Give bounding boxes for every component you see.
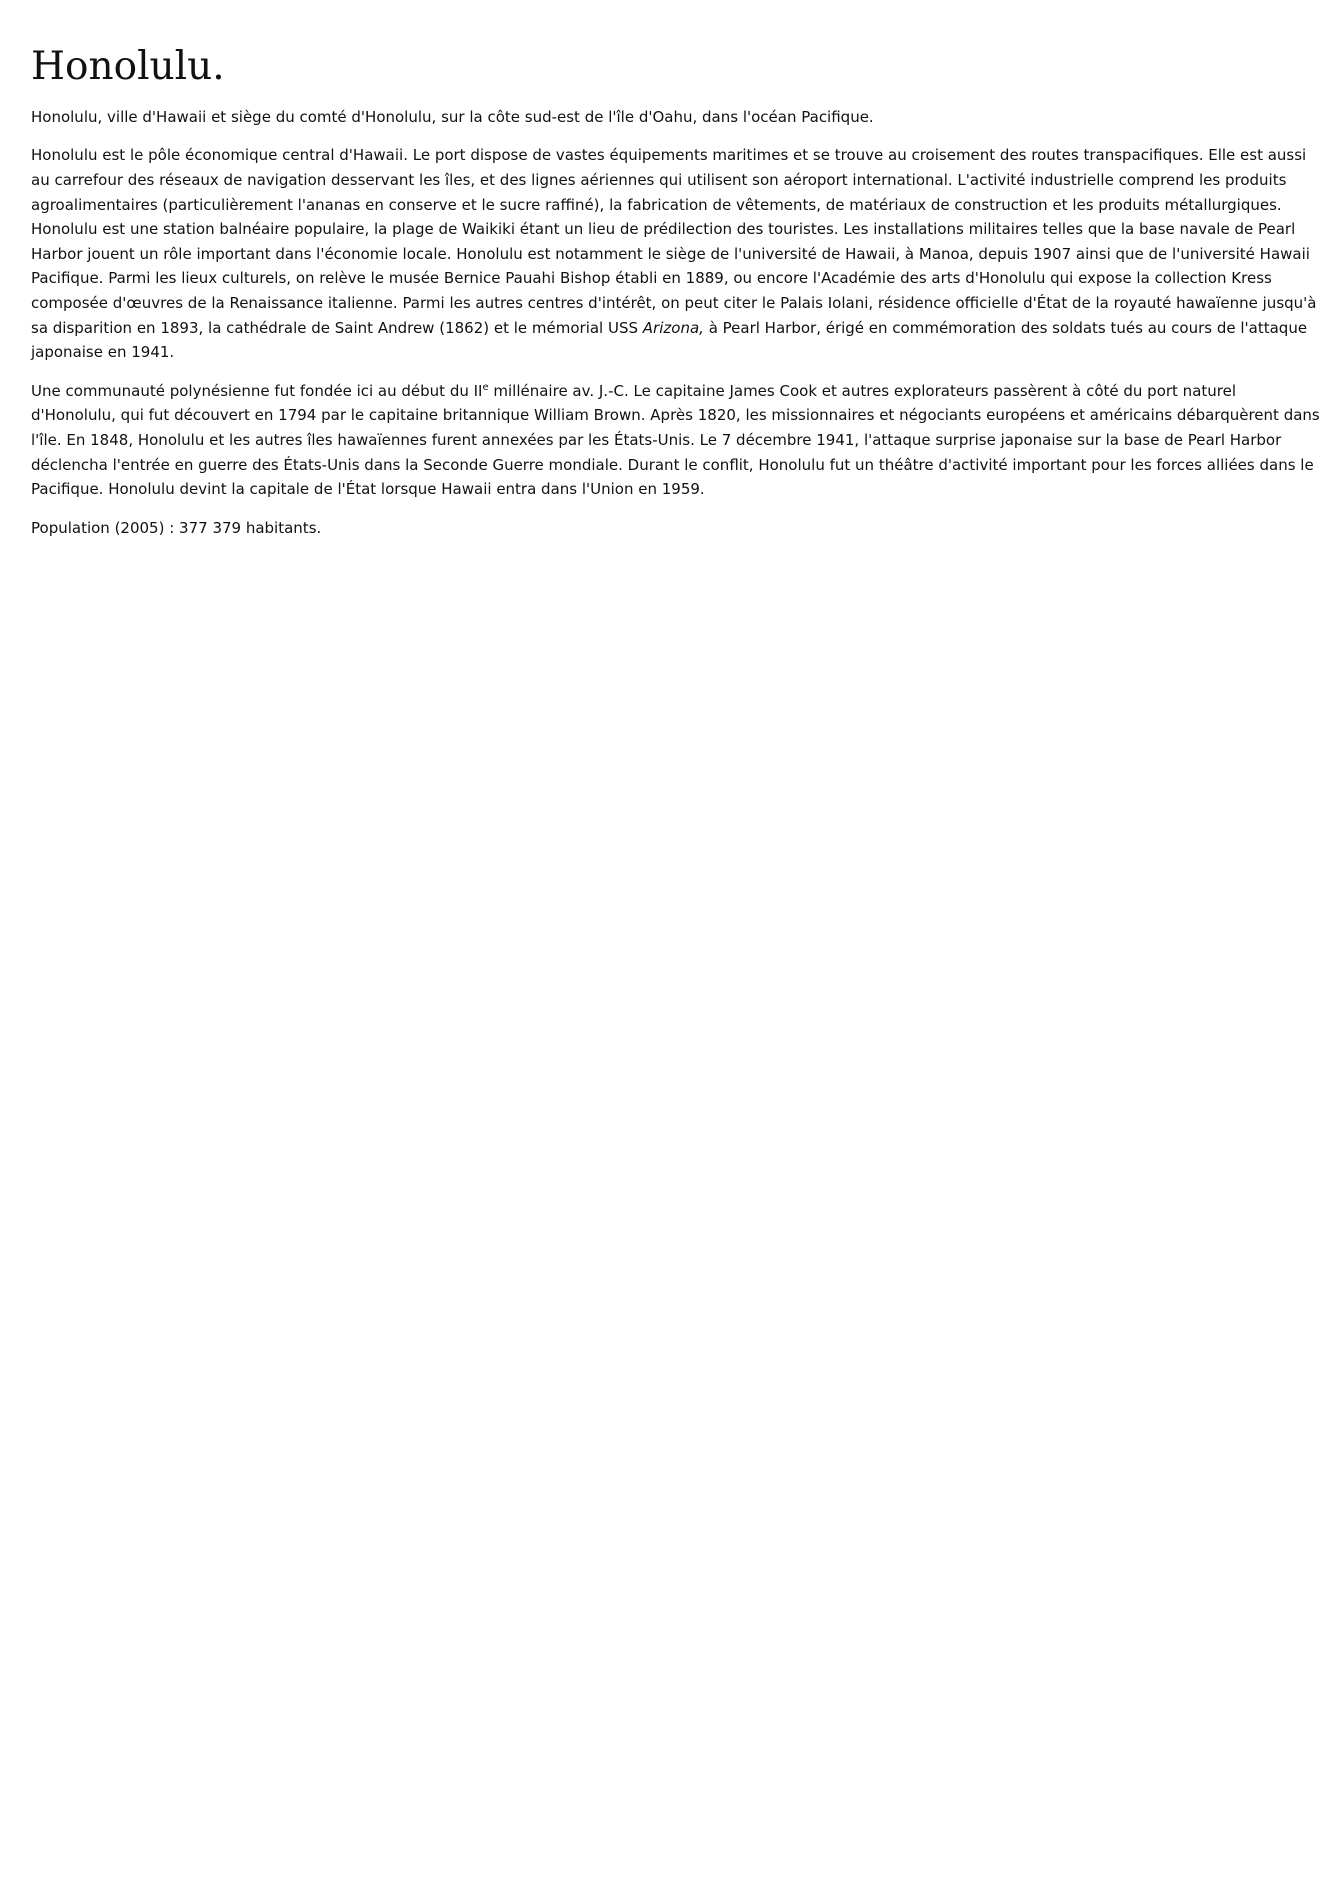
history-text-part-2: millénaire av. J.-C. Le capitaine James Cook et autres explorateurs passèrent à côté du port naturel d'Honolulu, qui fut découvert en 1794 par le capitaine britannique William Brown. Après 1820, les missionnaires et négociants européens et américains débarquèrent dans l'île. En 1848, Honolulu et les autres îles hawaïennes furent annexées par les États-Unis. Le 7 décembre 1941, l'attaque surprise japonaise sur la base de Pearl Harbor déclencha l'entrée en guerre des États-Unis dans la Seconde Guerre mondiale. Durant le conflit, Honolulu fut un théâtre d'activité important pour les forces alliées dans le Pacifique. Honolulu devint la capitale de l'État lorsque Hawaii entra dans l'Union en 1959. — [31, 381, 1320, 499]
history-paragraph — [31, 379, 1321, 502]
economy-text-part-1: Honolulu est le pôle économique central d'Hawaii. Le port dispose de vastes équipements maritimes et se trouve au croisement des routes transpacifiques. Elle est aussi au carrefour des réseaux de navigation desservant les îles, et des lignes aériennes qui utilisent son aéroport international. L'activité industrielle comprend les produits agroalimentaires (particulièrement l'ananas en conserve et le sucre raffiné), la fabrication de vêtements, de matériaux de construction et les produits métallurgiques. Honolulu est une station balnéaire populaire, la plage de Waikiki étant un lieu de prédilection des touristes. Les installations militaires telles que la base navale de Pearl Harbor jouent un rôle important dans l'économie locale. Honolulu est notamment le siège de l'université de Hawaii, à Manoa, depuis 1907 ainsi que de l'université Hawaii Pacifique. Parmi les lieux culturels, on relève le musée Bernice Pauahi Bishop établi en 1889, ou encore l'Académie des arts d'Honolulu qui expose la collection Kress composée d'œuvres de la Renaissance italienne. Parmi les autres centres d'intérêt, on peut citer le Palais Iolani, résidence officielle d'État de la royauté hawaïenne jusqu'à sa disparition en 1893, la cathédrale de Saint Andrew (1862) et le mémorial USS — [31, 146, 1317, 337]
page-title: Honolulu. — [31, 44, 225, 89]
economy-italic-arizona: Arizona, — [642, 318, 704, 337]
history-superscript: e — [482, 381, 489, 393]
economy-paragraph — [31, 143, 1321, 364]
article — [31, 44, 1321, 554]
history-text-part-1: Une communauté polynésienne fut fondée ici au début du II — [31, 381, 483, 400]
population-paragraph: Population (2005) : 377 379 habitants. — [31, 518, 322, 537]
intro-paragraph: Honolulu, ville d'Hawaii et siège du comté d'Honolulu, sur la côte sud-est de l'île d'Oahu, dans l'océan Pacifique. — [31, 107, 874, 126]
economy-text-part-2: à Pearl Harbor, érigé en commémoration des soldats tués au cours de l'attaque japonaise en 1941. — [31, 318, 1308, 362]
